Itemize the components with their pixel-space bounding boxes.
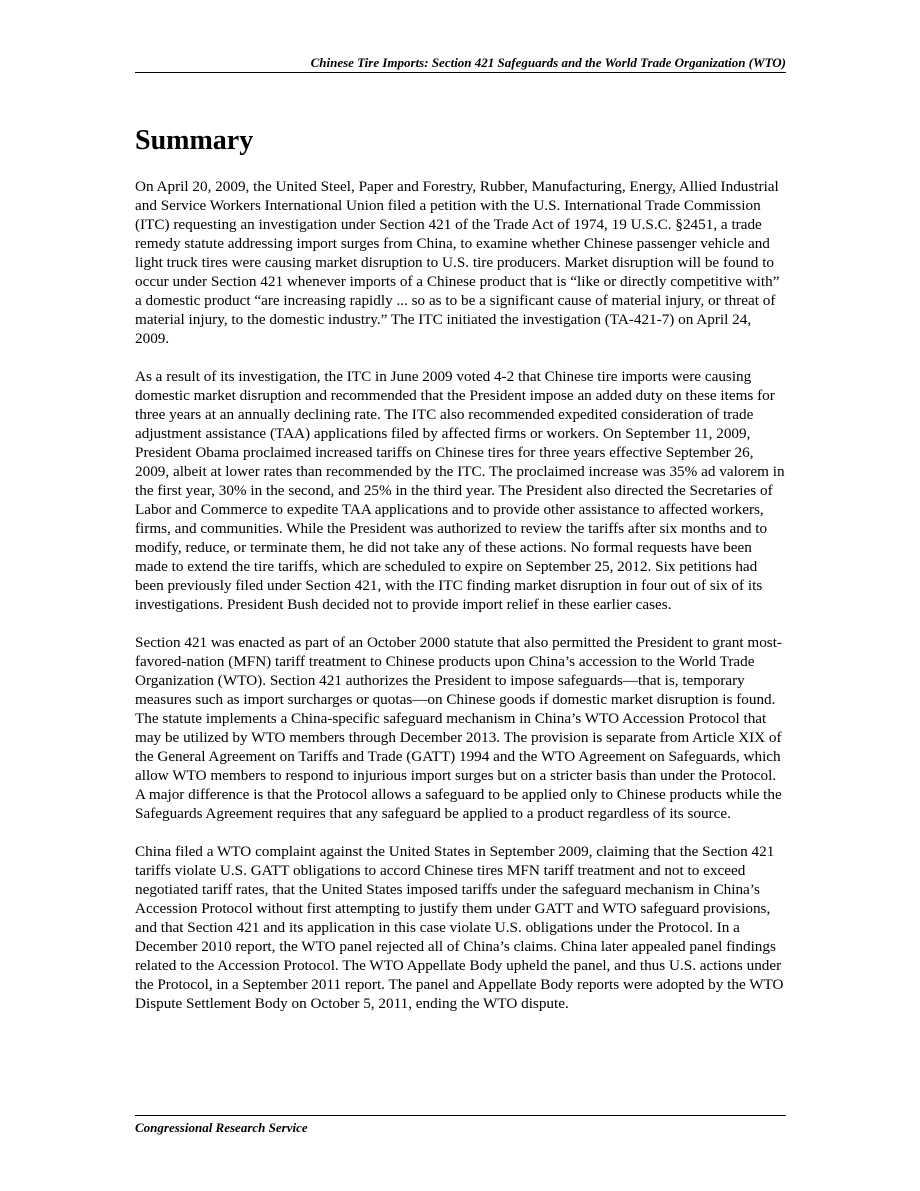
paragraph-section-421: Section 421 was enacted as part of an October 2000 statute that also permitted the President to grant most-favored-nation (MFN) tariff treatment to Chinese products upon China’s accession to the World Trade Organization (WTO). Section 421 authorizes the President to impose safeguards—that is, temporary measures such as import surcharges or quotas—on Chinese goods if domestic market disruption is found. The statute implements a China-specific safeguard mechanism in China’s WTO Accession Protocol that may be utilized by WTO members through December 2013. The provision is separate from Article XIX of the General Agreement on Tariffs and Trade (GATT) 1994 and the WTO Agreement on Safeguards, which allow WTO members to respond to injurious import surges but on a stricter basis than under the Protocol. A major difference is that the Protocol allows a safeguard to be applied only to Chinese products while the Safeguards Agreement requires that any safeguard be applied to a product regardless of its source. bbox=[135, 634, 782, 822]
running-header: Chinese Tire Imports: Section 421 Safeguards and the World Trade Organization (WTO) bbox=[310, 55, 786, 70]
footer-divider bbox=[135, 1115, 786, 1116]
paragraph-petition: On April 20, 2009, the United Steel, Paper and Forestry, Rubber, Manufacturing, Energy, Allied Industrial and Service Workers International Union filed a petition with the U.S. International Trade Commission (ITC) requesting an investigation under Section 421 of the Trade Act of 1974, 19 U.S.C. §2451, a trade remedy statute addressing import surges from China, to examine whether Chinese passenger vehicle and light truck tires were causing market disruption to U.S. tire producers. Market disruption will be found to occur under Section 421 whenever imports of a Chinese product that is “like or directly competitive with” a domestic product “are increasing rapidly ... so as to be a significant cause of material injury, or threat of material injury, to the domestic industry.” The ITC initiated the investigation (TA-421-7) on April 24, 2009. bbox=[135, 178, 780, 347]
section-title: Summary bbox=[135, 125, 254, 156]
paragraph-wto-dispute: China filed a WTO complaint against the United States in September 2009, claiming that the Section 421 tariffs violate U.S. GATT obligations to accord Chinese tires MFN tariff treatment and not to exceed negotiated tariff rates, that the United States imposed tariffs under the safeguard mechanism in China’s Accession Protocol without first attempting to justify them under GATT and WTO safeguard provisions, and that Section 421 and its application in this case violate U.S. obligations under the Protocol. In a December 2010 report, the WTO panel rejected all of China’s claims. China later appealed panel findings related to the Accession Protocol. The WTO Appellate Body upheld the panel, and thus U.S. actions under the Protocol, in a September 2011 report. The panel and Appellate Body reports were adopted by the WTO Dispute Settlement Body on October 5, 2011, ending the WTO dispute. bbox=[135, 843, 784, 1012]
paragraph-itc-investigation: As a result of its investigation, the ITC in June 2009 voted 4-2 that Chinese tire imports were causing domestic market disruption and recommended that the President impose an added duty on these items for three years at an annually declining rate. The ITC also recommended expedited consideration of trade adjustment assistance (TAA) applications filed by affected firms or workers. On September 11, 2009, President Obama proclaimed increased tariffs on Chinese tires for three years effective September 26, 2009, albeit at lower rates than recommended by the ITC. The proclaimed increase was 35% ad valorem in the first year, 30% in the second, and 25% in the third year. The President also directed the Secretaries of Labor and Commerce to expedite TAA applications and to provide other assistance to affected workers, firms, and communities. While the President was authorized to review the tariffs after six months and to modify, reduce, or terminate them, he did not take any of these actions. No formal requests have been made to extend the tire tariffs, which are scheduled to expire on September 25, 2012. Six petitions had been previously filed under Section 421, with the ITC finding market disruption in four out of six of its investigations. President Bush decided not to provide import relief in these earlier cases. bbox=[135, 368, 785, 613]
summary-body bbox=[135, 177, 786, 1032]
running-footer: Congressional Research Service bbox=[135, 1120, 308, 1135]
header-divider bbox=[135, 72, 786, 73]
